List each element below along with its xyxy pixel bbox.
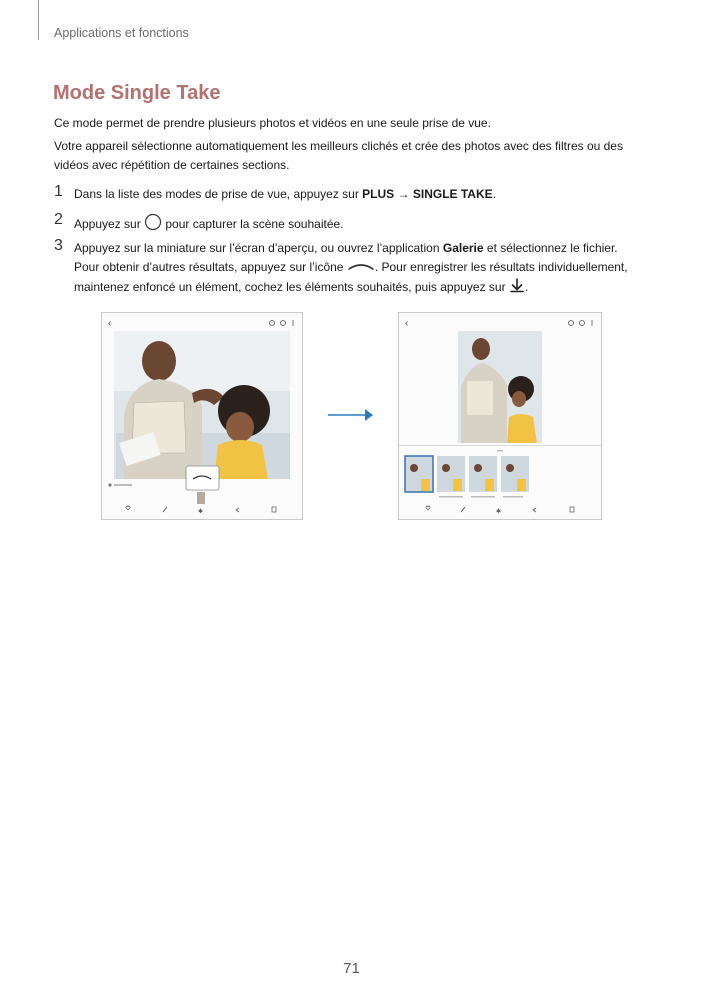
preview-screen [101, 312, 303, 520]
svg-text:‹: ‹ [405, 318, 409, 329]
section-header: Applications et fonctions [54, 26, 189, 40]
back-icon: ‹ [108, 318, 112, 329]
step-number: 2 [54, 211, 63, 228]
results-screen [398, 312, 602, 520]
step-text: Appuyez sur pour capturer la scène souhaitée. [74, 213, 654, 237]
page-title: Mode Single Take [53, 82, 221, 104]
header-rule [38, 0, 39, 40]
step-text: Appuyez sur la miniature sur l’écran d’aperçu, ou ouvrez l’application Galerie et sélectionnez le fichier. Pour obtenir d’autres résultats, appuyez sur l’icône . Pour enregistrer les résultats individuellement, maintenez enfoncé un élément, cochez les éléments souhaités, puis appuyez sur . [74, 239, 654, 299]
step-number: 3 [54, 237, 63, 254]
thumbnail [197, 492, 205, 504]
svg-text:✱: ✱ [198, 509, 204, 515]
more-results-popup [186, 466, 219, 490]
intro-paragraph: Ce mode permet de prendre plusieurs photos et vidéos en une seule prise de vue. [54, 116, 491, 130]
right-arrow-icon [327, 406, 375, 424]
results-screen-illustration [399, 313, 601, 519]
description-line-1: Votre appareil sélectionne automatiquement les meilleurs clichés et crée des photos avec des filtres ou des [54, 139, 623, 153]
preview-screen-illustration [102, 313, 302, 519]
step-number: 1 [54, 183, 63, 200]
swipe-up-arc-icon [347, 258, 375, 277]
page-number: 71 [343, 960, 360, 977]
shutter-button-icon [144, 213, 162, 237]
step-text: Dans la liste des modes de prise de vue, appuyez sur PLUS → SINGLE TAKE. [74, 187, 496, 201]
download-icon [509, 277, 525, 299]
description-line-2: vidéos avec répétition de certaines sections. [54, 158, 290, 172]
svg-text:✱: ✱ [496, 509, 502, 515]
